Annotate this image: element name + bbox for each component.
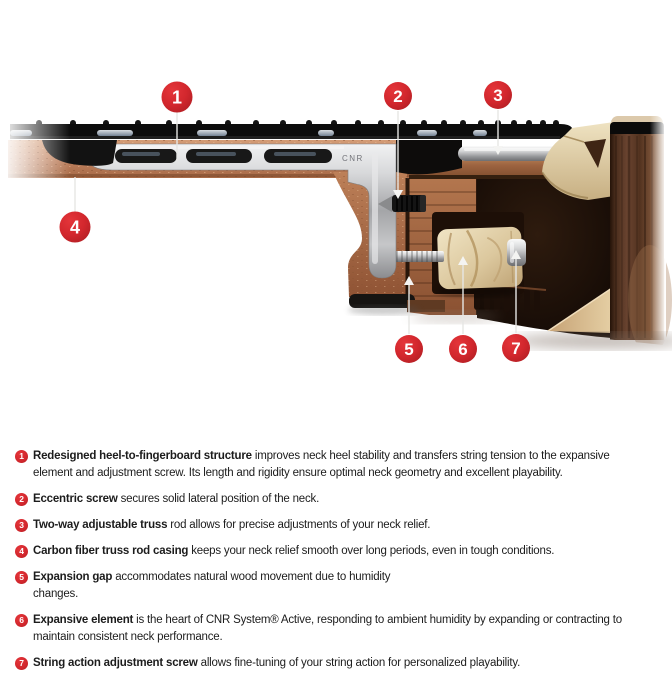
truss-rod <box>458 146 558 161</box>
svg-text:6: 6 <box>458 340 468 360</box>
legend-text-3 <box>33 517 645 534</box>
cnr-engraving: CNR <box>342 154 364 163</box>
svg-text:3: 3 <box>493 86 503 106</box>
callout-badge-7[interactable] <box>502 334 530 362</box>
legend-item-3 <box>0 517 672 534</box>
legend-rest-4: keeps your neck relief smooth over long periods, even in tough conditions. <box>188 545 555 557</box>
callout-badge-6[interactable] <box>449 335 477 363</box>
metal-support-structure <box>88 144 396 278</box>
legend-lead-3: Two-way adjustable truss <box>33 519 168 531</box>
legend-item-4 <box>0 543 672 560</box>
callout-badge-1[interactable] <box>162 82 193 113</box>
legend-lead-6: Expansive element <box>33 614 134 626</box>
legend-text-1 <box>33 448 645 482</box>
truss-pocket <box>396 140 462 174</box>
legend-text-5 <box>33 569 411 603</box>
legend <box>0 448 672 681</box>
legend-lead-2: Eccentric screw <box>33 493 118 505</box>
body-side <box>610 112 672 355</box>
svg-text:2: 2 <box>393 87 403 107</box>
legend-lead-7: String action adjustment screw <box>33 657 198 669</box>
legend-rest-2: secures solid lateral position of the neck. <box>117 493 320 505</box>
callout-badge-4[interactable] <box>60 212 91 243</box>
legend-rest-1: improves neck heel stability and transfers string tension to the expansive element and adjustment screw. Its length and rigidity ensure optimal neck geometry and excellent playability. <box>33 450 610 479</box>
svg-text:5: 5 <box>404 340 414 360</box>
legend-rest-6: is the heart of CNR System® Active, responding to ambient humidity by expanding or contracting to maintain consistent neck performance. <box>33 614 622 643</box>
callout-badge-5[interactable] <box>395 335 423 363</box>
legend-badge-1: 1 <box>15 450 28 463</box>
legend-badge-7: 7 <box>15 657 28 670</box>
svg-text:1: 1 <box>171 87 183 108</box>
svg-text:4: 4 <box>69 217 81 238</box>
callout-badge-3[interactable] <box>484 81 512 109</box>
legend-item-5 <box>0 569 672 603</box>
legend-item-7 <box>0 655 672 672</box>
legend-badge-3: 3 <box>15 519 28 532</box>
legend-text-6 <box>33 612 645 646</box>
legend-lead-4: Carbon fiber truss rod casing <box>33 545 189 557</box>
legend-badge-2: 2 <box>15 493 28 506</box>
callout-badge-2[interactable] <box>384 82 412 110</box>
threaded-rod <box>392 251 444 262</box>
legend-text-4 <box>33 543 645 560</box>
fingerboard <box>10 120 573 139</box>
legend-badge-4: 4 <box>15 545 28 558</box>
legend-item-2 <box>0 491 672 508</box>
legend-text-2 <box>33 491 645 508</box>
legend-text-7 <box>33 655 645 672</box>
svg-text:7: 7 <box>511 339 521 359</box>
legend-badge-6: 6 <box>15 614 28 627</box>
legend-rest-7: allows fine-tuning of your string action for personalized playability. <box>197 657 521 669</box>
legend-lead-1: Redesigned heel-to-fingerboard structure <box>33 450 252 462</box>
lightening-slots <box>115 149 332 163</box>
legend-rest-3: rod allows for precise adjustments of your neck relief. <box>167 519 431 531</box>
legend-badge-5: 5 <box>15 571 28 584</box>
legend-lead-5: Expansion gap <box>33 571 113 583</box>
legend-item-6 <box>0 612 672 646</box>
legend-rest-5: accommodates natural wood movement due to humidity changes. <box>33 571 391 600</box>
legend-item-1 <box>0 448 672 482</box>
